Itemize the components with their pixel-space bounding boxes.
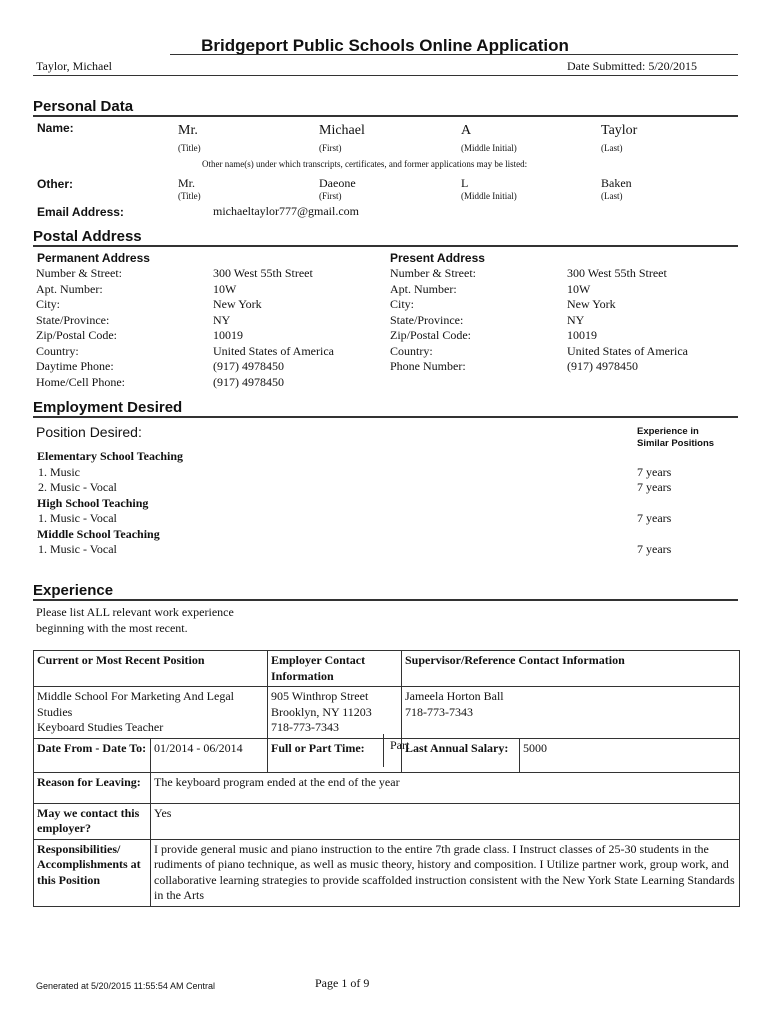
- contact-value: Yes: [151, 803, 740, 839]
- supervisor-line2: 718-773-7343: [405, 704, 473, 719]
- name-first: Michael: [319, 123, 365, 138]
- time-label: Full or Part Time:: [268, 738, 402, 772]
- col-employer-header: Employer Contact Information: [268, 651, 402, 687]
- experience-intro-line1: Please list ALL relevant work experience: [36, 605, 234, 619]
- permanent-field-label: Home/Cell Phone:: [36, 374, 125, 389]
- name-last: Taylor: [601, 123, 638, 138]
- permanent-field-label: Apt. Number:: [36, 281, 103, 296]
- contact-label: May we contact this employer?: [34, 803, 151, 839]
- permanent-field-value: 10W: [213, 281, 237, 296]
- employer-line3: 718-773-7343: [271, 720, 339, 734]
- present-field-label: City:: [390, 297, 415, 311]
- other-title: Mr.: [178, 176, 196, 190]
- table-row: [34, 687, 740, 739]
- time-value-display: Part: [390, 738, 410, 752]
- permanent-field-value: NY: [213, 312, 231, 327]
- section-employment-desired: Employment Desired: [33, 399, 183, 416]
- position-group-heading: Elementary School Teaching: [37, 449, 184, 463]
- position-item: 2. Music - Vocal: [38, 480, 117, 494]
- position-line1: Middle School For Marketing And Legal: [37, 689, 234, 703]
- permanent-field-label: Country:: [36, 343, 79, 358]
- present-field-label: State/Province:: [390, 312, 464, 327]
- section-personal-data: Personal Data: [33, 98, 134, 115]
- present-field-label: Country:: [390, 343, 433, 358]
- email-label: Email Address:: [37, 205, 124, 219]
- present-field-value: NY: [567, 312, 585, 327]
- caption-last: (Last): [601, 143, 623, 153]
- email-value: michaeltaylor777@gmail.com: [213, 204, 360, 218]
- date-submitted: Date Submitted: 5/20/2015: [567, 59, 697, 73]
- name-title: Mr.: [178, 123, 198, 138]
- permanent-field-value: 300 West 55th Street: [213, 266, 313, 280]
- salary-label: Last Annual Salary:: [402, 739, 520, 772]
- col-position-header: Current or Most Recent Position: [34, 651, 268, 687]
- permanent-field-label: State/Province:: [36, 312, 110, 327]
- applicant-name: Taylor, Michael: [36, 59, 112, 73]
- present-field-value: (917) 4978450: [567, 359, 638, 373]
- time-divider: [383, 734, 384, 767]
- position-item: 1. Music - Vocal: [38, 542, 117, 556]
- permanent-field-label: Number & Street:: [36, 266, 122, 280]
- experience-table: [33, 650, 740, 907]
- present-heading: Present Address: [390, 251, 485, 265]
- experience-intro-line2: beginning with the most recent.: [36, 621, 188, 635]
- permanent-field-value: (917) 4978450: [213, 359, 284, 373]
- employer-line2: Brooklyn, NY 11203: [271, 704, 372, 719]
- permanent-heading: Permanent Address: [37, 251, 150, 265]
- caption-first: (First): [319, 143, 342, 153]
- experience-header-line2: Similar Positions: [637, 438, 715, 449]
- employer-line1: 905 Winthrop Street: [271, 689, 369, 703]
- permanent-field-label: City:: [36, 297, 61, 311]
- position-group-heading: High School Teaching: [37, 495, 149, 510]
- section-experience: Experience: [33, 582, 114, 599]
- present-field-label: Phone Number:: [390, 359, 466, 373]
- personal-rule: [33, 115, 738, 117]
- page-number: Page 1 of 9: [315, 976, 370, 990]
- name-middle: A: [461, 123, 472, 138]
- employment-rule: [33, 416, 738, 418]
- other-caption-first: (First): [319, 191, 342, 201]
- position-desired-label: Position Desired:: [36, 424, 142, 440]
- permanent-field-label: Daytime Phone:: [36, 359, 114, 373]
- position-line3: Keyboard Studies Teacher: [37, 720, 164, 734]
- permanent-field-value: United States of America: [213, 343, 334, 358]
- position-experience-years: 7 years: [637, 511, 672, 525]
- other-caption-last: (Last): [601, 191, 623, 201]
- table-row: [34, 772, 740, 803]
- title-rule: [170, 54, 738, 55]
- salary-cell: [402, 738, 740, 772]
- other-caption-title: (Title): [178, 191, 201, 201]
- permanent-field-value: New York: [213, 297, 262, 311]
- table-row: [34, 738, 740, 772]
- caption-title: (Title): [178, 143, 201, 153]
- section-postal-address: Postal Address: [33, 228, 142, 245]
- permanent-field-value: 10019: [213, 328, 243, 342]
- reason-label: Reason for Leaving:: [34, 772, 151, 803]
- position-item: 1. Music: [38, 464, 80, 479]
- position-line2: Studies: [37, 704, 73, 719]
- date-label: Date From - Date To:: [34, 738, 151, 772]
- other-middle: L: [461, 176, 469, 190]
- col-supervisor-header: Supervisor/Reference Contact Information: [402, 651, 740, 687]
- position-experience-years: 7 years: [637, 464, 672, 479]
- name-label: Name:: [37, 121, 74, 135]
- present-field-value: 300 West 55th Street: [567, 266, 667, 280]
- present-field-value: New York: [567, 297, 616, 311]
- permanent-field-value: (917) 4978450: [213, 374, 284, 389]
- reason-value: The keyboard program ended at the end of the year: [151, 772, 740, 803]
- position-cell: [34, 687, 268, 739]
- table-row: [34, 839, 740, 906]
- salary-value: 5000: [523, 740, 547, 755]
- responsibilities-value: I provide general music and piano instruction to the entire 7th grade class. I Instruct classes of 25-30 students in the rudiments of piano technique, as well as music theory, history and composition. I Utilize partner work, group work, and collaborative learning strategies to provide scaffolded instruction consistent with the New York State Learning Standards in the Arts: [151, 839, 740, 906]
- generated-timestamp: Generated at 5/20/2015 11:55:54 AM Central: [36, 981, 215, 991]
- other-caption-middle: (Middle Initial): [461, 191, 517, 201]
- table-header-row: [34, 651, 740, 687]
- present-field-value: 10019: [567, 328, 597, 342]
- postal-rule: [33, 245, 738, 247]
- caption-middle: (Middle Initial): [461, 143, 517, 153]
- permanent-field-label: Zip/Postal Code:: [36, 328, 117, 342]
- position-group-heading: Middle School Teaching: [37, 526, 160, 541]
- present-field-label: Zip/Postal Code:: [390, 328, 471, 342]
- position-experience-years: 7 years: [637, 542, 672, 556]
- other-names-note: Other name(s) under which transcripts, certificates, and former applications may be listed:: [202, 159, 528, 169]
- present-field-value: 10W: [567, 281, 591, 296]
- position-item: 1. Music - Vocal: [38, 511, 117, 525]
- other-first: Daeone: [319, 176, 356, 190]
- other-last: Baken: [601, 176, 632, 190]
- date-value: 01/2014 - 06/2014: [151, 738, 268, 772]
- experience-header-line1: Experience in: [637, 426, 699, 437]
- supervisor-line1: Jameela Horton Ball: [405, 689, 504, 703]
- present-field-value: United States of America: [567, 343, 688, 358]
- position-experience-years: 7 years: [637, 480, 672, 494]
- other-label: Other:: [37, 177, 73, 191]
- header-rule: [33, 75, 738, 76]
- table-row: [34, 803, 740, 839]
- present-field-label: Number & Street:: [390, 266, 476, 280]
- experience-rule: [33, 599, 738, 601]
- employer-cell: [268, 687, 402, 739]
- present-field-label: Apt. Number:: [390, 281, 457, 296]
- supervisor-cell: [402, 687, 740, 739]
- page-title: Bridgeport Public Schools Online Application: [201, 36, 569, 55]
- responsibilities-label: Responsibilities/ Accomplishments at this Position: [34, 839, 151, 906]
